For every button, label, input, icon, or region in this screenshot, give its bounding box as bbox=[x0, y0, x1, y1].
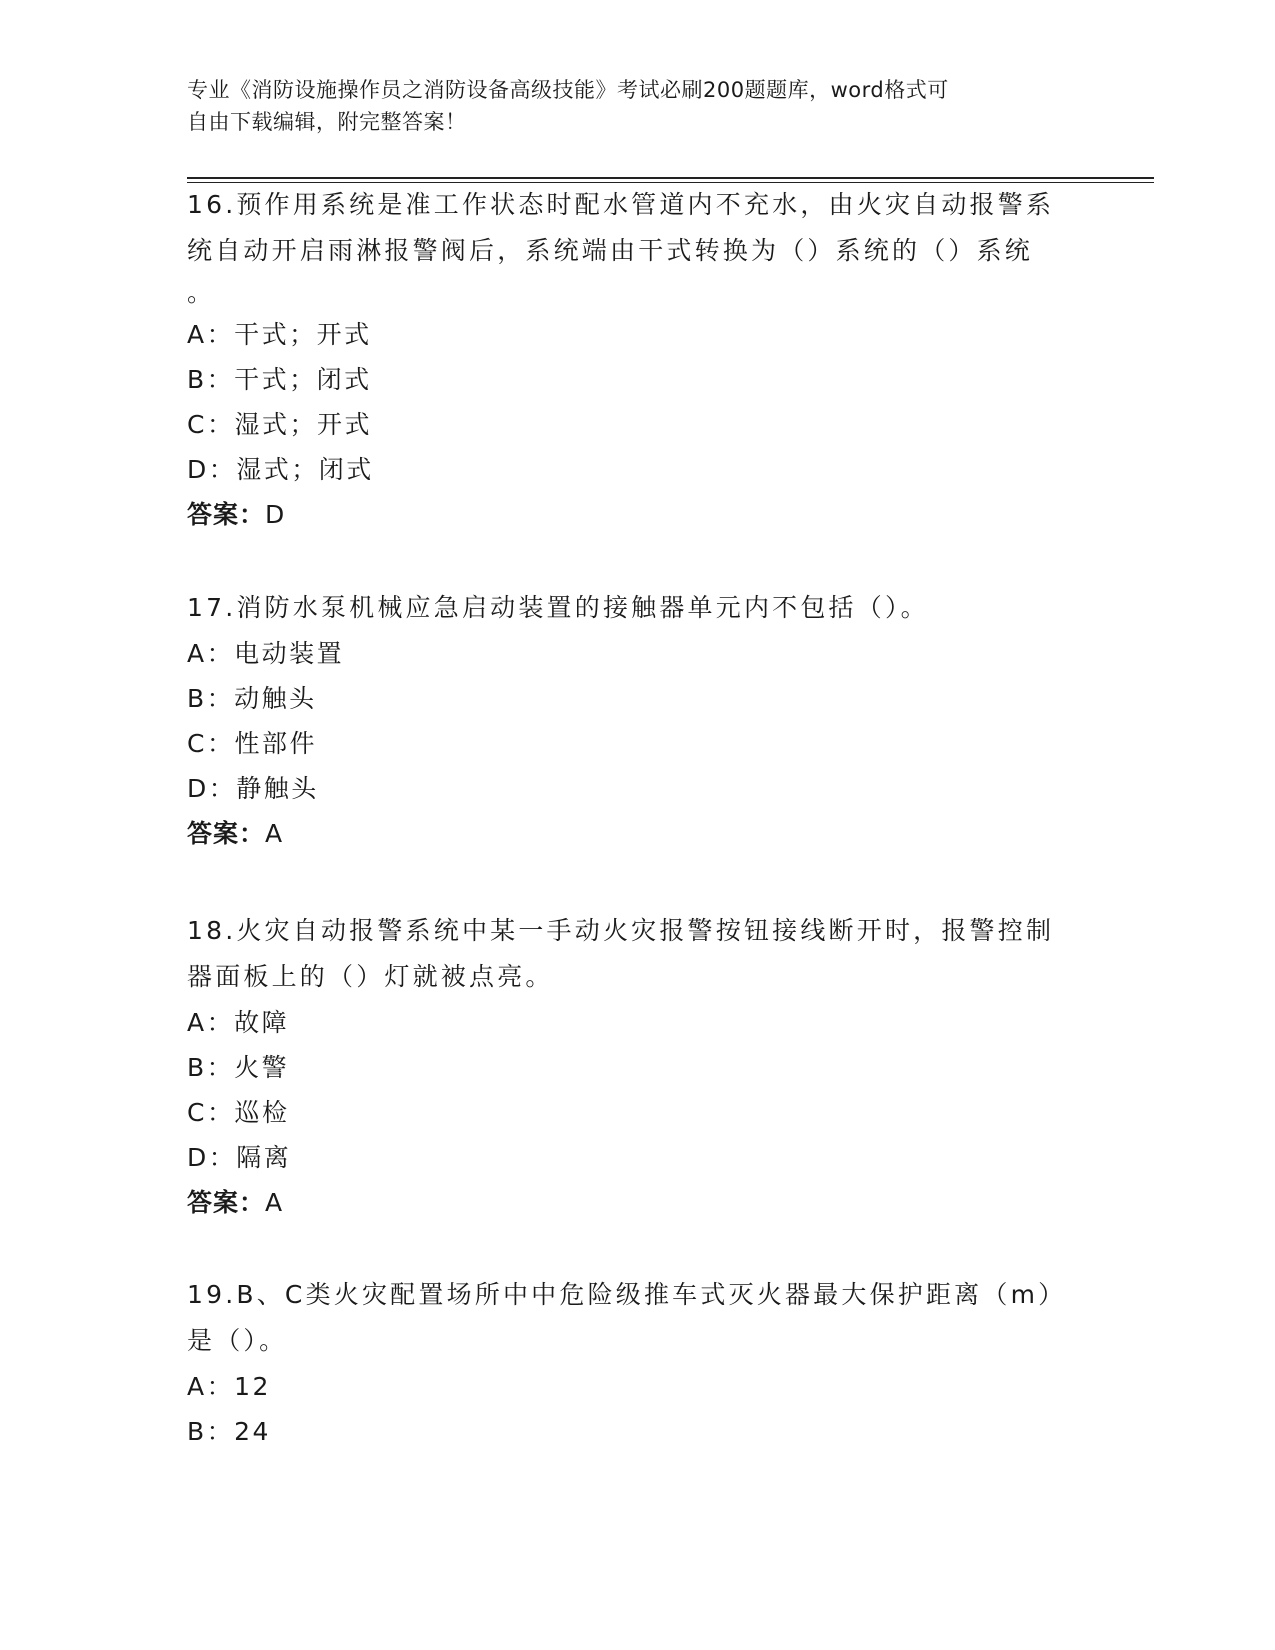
answer-value: A bbox=[265, 819, 284, 848]
question-text-line: 19.B、C类火灾配置场所中中危险级推车式灭火器最大保护距离（m） bbox=[187, 1280, 1067, 1309]
question-16 bbox=[187, 182, 1067, 537]
question-text-line: 17.消防水泵机械应急启动装置的接触器单元内不包括（）。 bbox=[187, 593, 929, 622]
option-a: A：12 bbox=[187, 1372, 271, 1401]
option-d: D：静触头 bbox=[187, 774, 319, 803]
question-text-line: 器面板上的（）灯就被点亮。 bbox=[187, 962, 554, 991]
question-text-line: 是（）。 bbox=[187, 1326, 288, 1355]
option-c: C：湿式；开式 bbox=[187, 410, 372, 439]
question-19 bbox=[187, 1272, 1067, 1454]
question-text-line: 。 bbox=[187, 278, 216, 307]
document-header bbox=[187, 74, 1067, 138]
answer-label: 答案： bbox=[187, 819, 266, 848]
option-a: A：电动装置 bbox=[187, 639, 345, 668]
answer-label: 答案： bbox=[187, 1188, 266, 1217]
answer-line bbox=[187, 492, 1067, 537]
option-b: B：火警 bbox=[187, 1053, 290, 1082]
option-a: A：干式；开式 bbox=[187, 320, 372, 349]
option-b: B：24 bbox=[187, 1417, 271, 1446]
option-b: B：干式；闭式 bbox=[187, 365, 372, 394]
question-text-line: 18.火灾自动报警系统中某一手动火灾报警按钮接线断开时，报警控制 bbox=[187, 916, 1055, 945]
question-text-line: 统自动开启雨淋报警阀后，系统端由干式转换为（）系统的（）系统 bbox=[187, 236, 1034, 265]
header-line-1: 专业《消防设施操作员之消防设备高级技能》考试必刷200题题库，word格式可 bbox=[187, 78, 949, 102]
header-divider-thick bbox=[187, 177, 1154, 179]
question-17 bbox=[187, 585, 1067, 856]
option-d: D：湿式；闭式 bbox=[187, 455, 374, 484]
answer-label: 答案： bbox=[187, 500, 266, 529]
option-c: C：巡检 bbox=[187, 1098, 290, 1127]
question-18 bbox=[187, 908, 1067, 1225]
answer-line bbox=[187, 1180, 1067, 1225]
option-b: B：动触头 bbox=[187, 684, 317, 713]
answer-value: D bbox=[265, 500, 286, 529]
question-text-line: 16.预作用系统是准工作状态时配水管道内不充水，由火灾自动报警系 bbox=[187, 190, 1055, 219]
option-d: D：隔离 bbox=[187, 1143, 292, 1172]
answer-value: A bbox=[265, 1188, 284, 1217]
option-a: A：故障 bbox=[187, 1008, 290, 1037]
answer-line bbox=[187, 811, 1067, 856]
option-c: C：性部件 bbox=[187, 729, 317, 758]
header-line-2: 自由下载编辑，附完整答案！ bbox=[187, 110, 467, 134]
